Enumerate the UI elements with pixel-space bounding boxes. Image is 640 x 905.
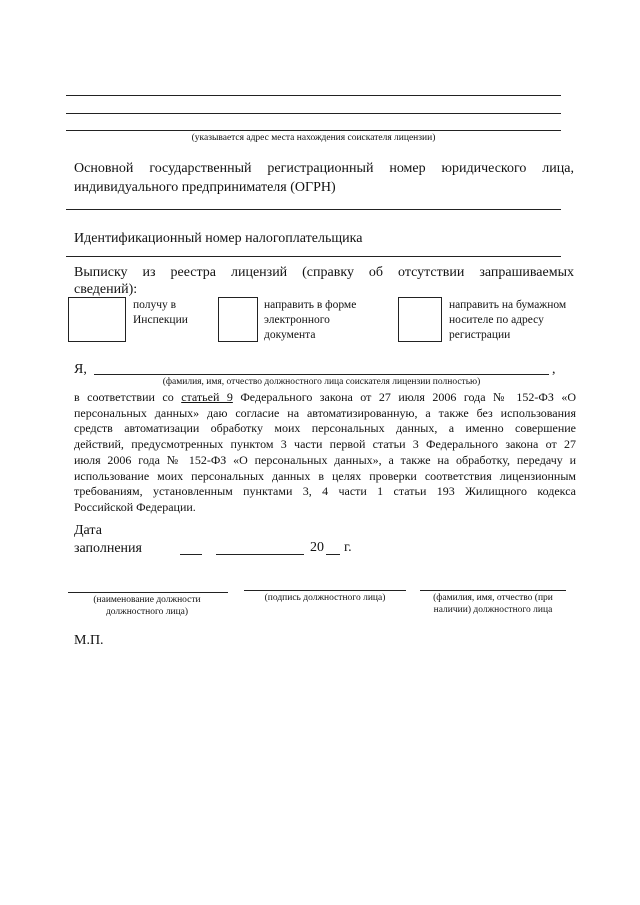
checkbox-paper-by-mail[interactable] [398,297,442,342]
date-year-field[interactable] [326,554,340,555]
option-receive-at-inspection-label: получу в Инспекции [133,299,188,326]
article-9-link[interactable]: статьей 9 [181,390,233,404]
consent-line-4: действий, предусмотренных пунктом 3 части первой статьи 3 Федерального закона от 27 [74,437,576,452]
option-paper-by-mail-label: направить на бумажном носителе по адресу регистрации [449,299,567,341]
name-caption: (фамилия, имя, отчество (при наличии) должностного лица [433,593,553,615]
date-year-prefix: 20 [310,540,324,555]
signature-caption: (подпись должностного лица) [264,593,386,603]
stamp-label: М.П. [74,633,104,648]
address-line-2[interactable] [66,113,561,114]
consent-line-2: персональных данных» даю согласие на автоматизированную, а также без использования [74,405,576,420]
inn-field[interactable] [66,256,561,257]
signature-field[interactable] [244,590,406,591]
consent-line-1: в соответствии со статьей 9 Федерального закона от 27 июля 2006 года № 152-ФЗ «О [74,390,577,404]
extract-label-line-2: сведений): [74,282,138,297]
option-electronic-document-label: направить в форме электронного документа [264,299,357,341]
date-label-line-2: заполнения [74,541,142,556]
consent-line-7: требованиям, установленным пунктами 3, 4 части 1 статьи 193 Жилищного кодекса [74,484,576,499]
address-line-1[interactable] [66,95,561,96]
consent-ya: Я, [74,362,87,377]
position-field[interactable] [68,592,228,593]
ogrn-label-line-1: Основной государственный регистрационный номер юридического лица, [74,161,574,176]
checkbox-receive-at-inspection[interactable] [68,297,126,342]
date-month-field[interactable] [216,554,304,555]
address-line-3[interactable] [66,130,561,131]
checkbox-electronic-document[interactable] [218,297,258,342]
inn-label: Идентификационный номер налогоплательщика [74,231,363,246]
address-caption: (указывается адрес места нахождения соискателя лицензии) [191,133,436,143]
name-field[interactable] [420,590,566,591]
date-day-field[interactable] [180,554,202,555]
consent-text [74,390,576,516]
ogrn-field[interactable] [66,209,561,210]
official-full-name-caption: (фамилия, имя, отчество должностного лица соискателя лицензии полностью) [162,377,481,387]
position-caption: (наименование должности должностного лица) [93,595,201,617]
consent-line-3: средств автоматизации обработку моих персональных данных, а именно совершение [74,421,576,436]
official-full-name-field[interactable] [94,374,549,375]
date-year-suffix: г. [344,540,352,555]
consent-comma: , [552,362,556,377]
date-label-line-1: Дата [74,523,102,538]
ogrn-label-line-2: индивидуального предпринимателя (ОГРН) [74,180,336,195]
consent-line-6: использование моих персональных данных в целях проверки соответствия лицензионным [74,468,576,483]
extract-label-line-1: Выписку из реестра лицензий (справку об отсутствии запрашиваемых [74,265,574,280]
consent-line-8: Российской Федерации. [74,499,196,514]
consent-line-5: июля 2006 года № 152-ФЗ «О персональных данных», а также на обработку, передачу и [74,452,576,467]
